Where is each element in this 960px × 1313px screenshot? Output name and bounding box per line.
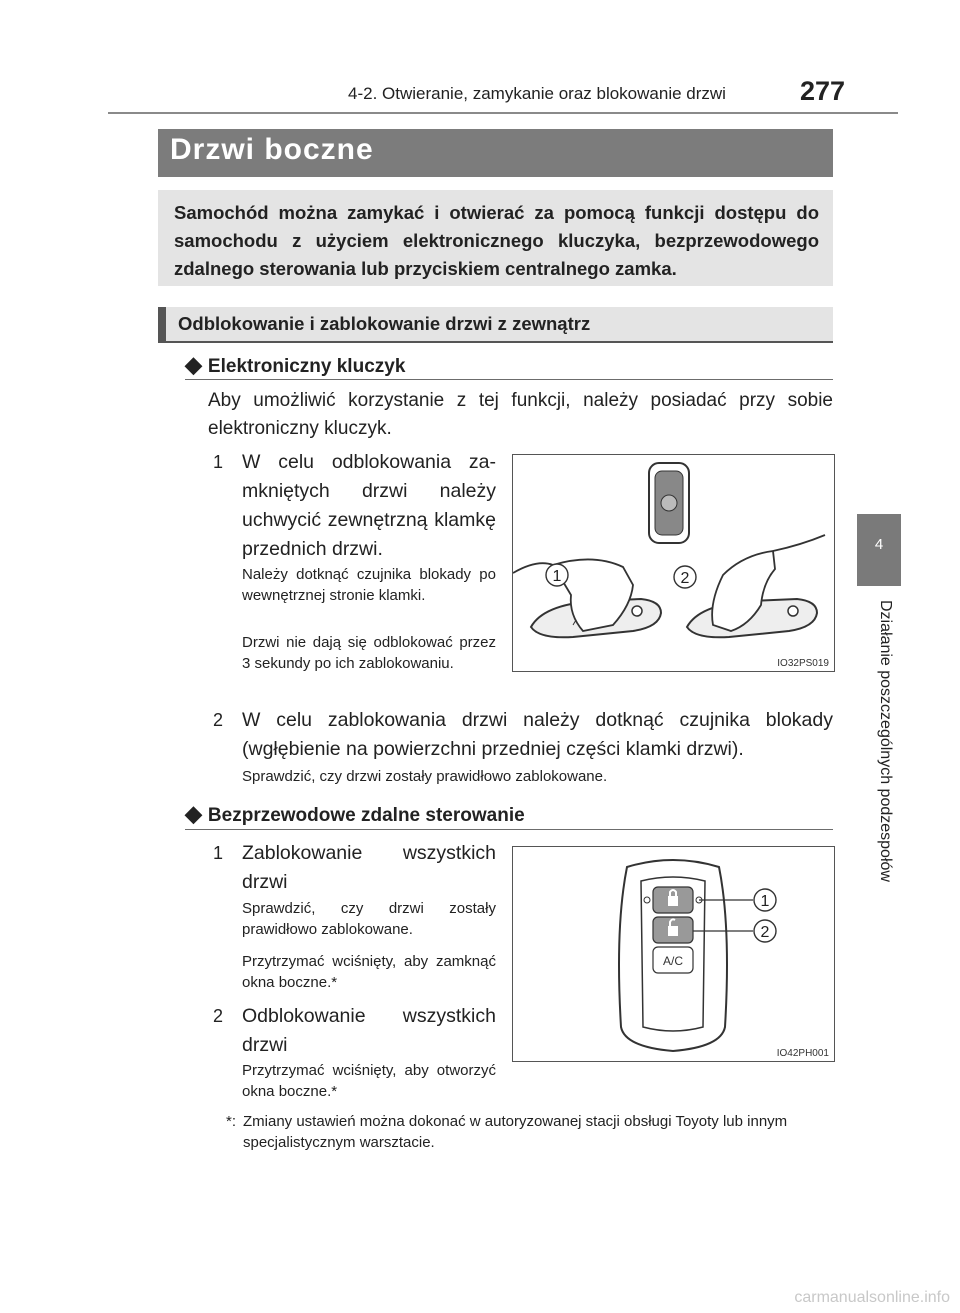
ac-button-label: A/C [662, 954, 684, 968]
remote-step-1: Zablokowanie wszystkich drzwi [242, 842, 496, 893]
figure2-code: IO42PH001 [776, 1048, 829, 1059]
smart-key-step-1: W celu odblokowania zamkniętych drzwi należy uchwycić zewnętrzną klamkę przednich drzwi. [242, 451, 496, 560]
remote-step-2-note: Przytrzymać wciśnięty, aby otworzyć okna boczne.* [242, 1062, 496, 1100]
smart-key-icon [649, 463, 689, 543]
remote-heading-text: Bezprzewodowe zdalne sterowanie [207, 805, 525, 826]
door-handle-illustration [513, 455, 834, 671]
section-title: Drzwi boczne [170, 133, 374, 166]
remote-key-illustration [513, 847, 834, 1061]
smart-key-intro: Aby umożliwić korzystanie z tej funkcji, należy posiadać przy sobie elektroniczny kluczyk. [208, 390, 833, 439]
running-header-title: 4-2. Otwieranie, zamykanie oraz blokowanie drzwi [348, 84, 726, 103]
smart-key-step-2-note: Sprawdzić, czy drzwi zostały prawidłowo zablokowane. [242, 768, 608, 785]
unlock-button [653, 917, 693, 943]
smart-key-step-1-note-2: Drzwi nie dają się odblokować przez 3 sekundy po ich zablokowaniu. [242, 634, 496, 672]
figure1-callout-1: 1 [552, 568, 562, 585]
footnote: Zmiany ustawień można dokonać w autoryzowanej stacji obsługi Toyoty lub innym specjalistycznym warsztacie. [243, 1113, 788, 1151]
figure2-callout-2: 2 [760, 924, 770, 941]
smart-key-step-2: W celu zablokowania drzwi należy dotknąć czujnika blokady (wgłębienie na powierzchni przedniej części klamki drzwi). [242, 709, 833, 760]
diamond-icon: ◆ [185, 352, 202, 377]
subsection-title: Odblokowanie i zablokowanie drzwi z zewnątrz [178, 313, 591, 334]
smart-key-heading-rule [185, 379, 833, 380]
figure1-callout-2: 2 [680, 570, 690, 587]
figure2-callout-1: 1 [760, 893, 770, 910]
remote-key-figure [512, 846, 835, 1062]
diamond-icon: ◆ [185, 801, 202, 826]
remote-step-2: Odblokowanie wszystkich drzwi [242, 1005, 496, 1056]
remote-step-number-2: 2 [212, 1006, 223, 1026]
chapter-tab-label: Działanie poszczególnych podzespołów [877, 600, 894, 882]
subsection-rule [158, 341, 833, 343]
page-number: 277 [800, 76, 846, 106]
remote-step-1-note-1: Sprawdzić, czy drzwi zostały prawidłowo zablokowane. [242, 900, 496, 938]
footnote-mark: *: [226, 1113, 237, 1130]
chapter-tab [857, 514, 901, 586]
chapter-number: 4 [874, 536, 884, 553]
watermark: carmanualsonline.info [794, 1289, 950, 1306]
smart-key-heading-text: Elektroniczny kluczyk [207, 356, 406, 377]
door-handle-figure [512, 454, 835, 672]
intro-text: Samochód można zamykać i otwierać za pomocą funkcji dostępu do samochodu z użyciem elektronicznego kluczyka, bezprzewodowego zdalnego sterowania lub przyciskiem centralnego zamka. [174, 202, 819, 279]
smart-key-step-1-note-1: Należy dotknąć czujnika blokady po wewnętrznej stronie klamki. [242, 566, 496, 604]
subsection-accent [158, 307, 166, 343]
header-rule [108, 112, 898, 114]
smart-key-heading [185, 352, 405, 378]
step-number-2: 2 [212, 710, 223, 730]
step-number-1: 1 [212, 452, 223, 472]
remote-step-number-1: 1 [212, 843, 223, 863]
remote-step-1-note-2: Przytrzymać wciśnięty, aby zamknąć okna boczne.* [242, 953, 496, 991]
remote-heading-rule [185, 829, 833, 830]
lock-button [653, 887, 693, 913]
figure1-code: IO32PS019 [777, 658, 829, 669]
remote-heading [185, 801, 525, 827]
